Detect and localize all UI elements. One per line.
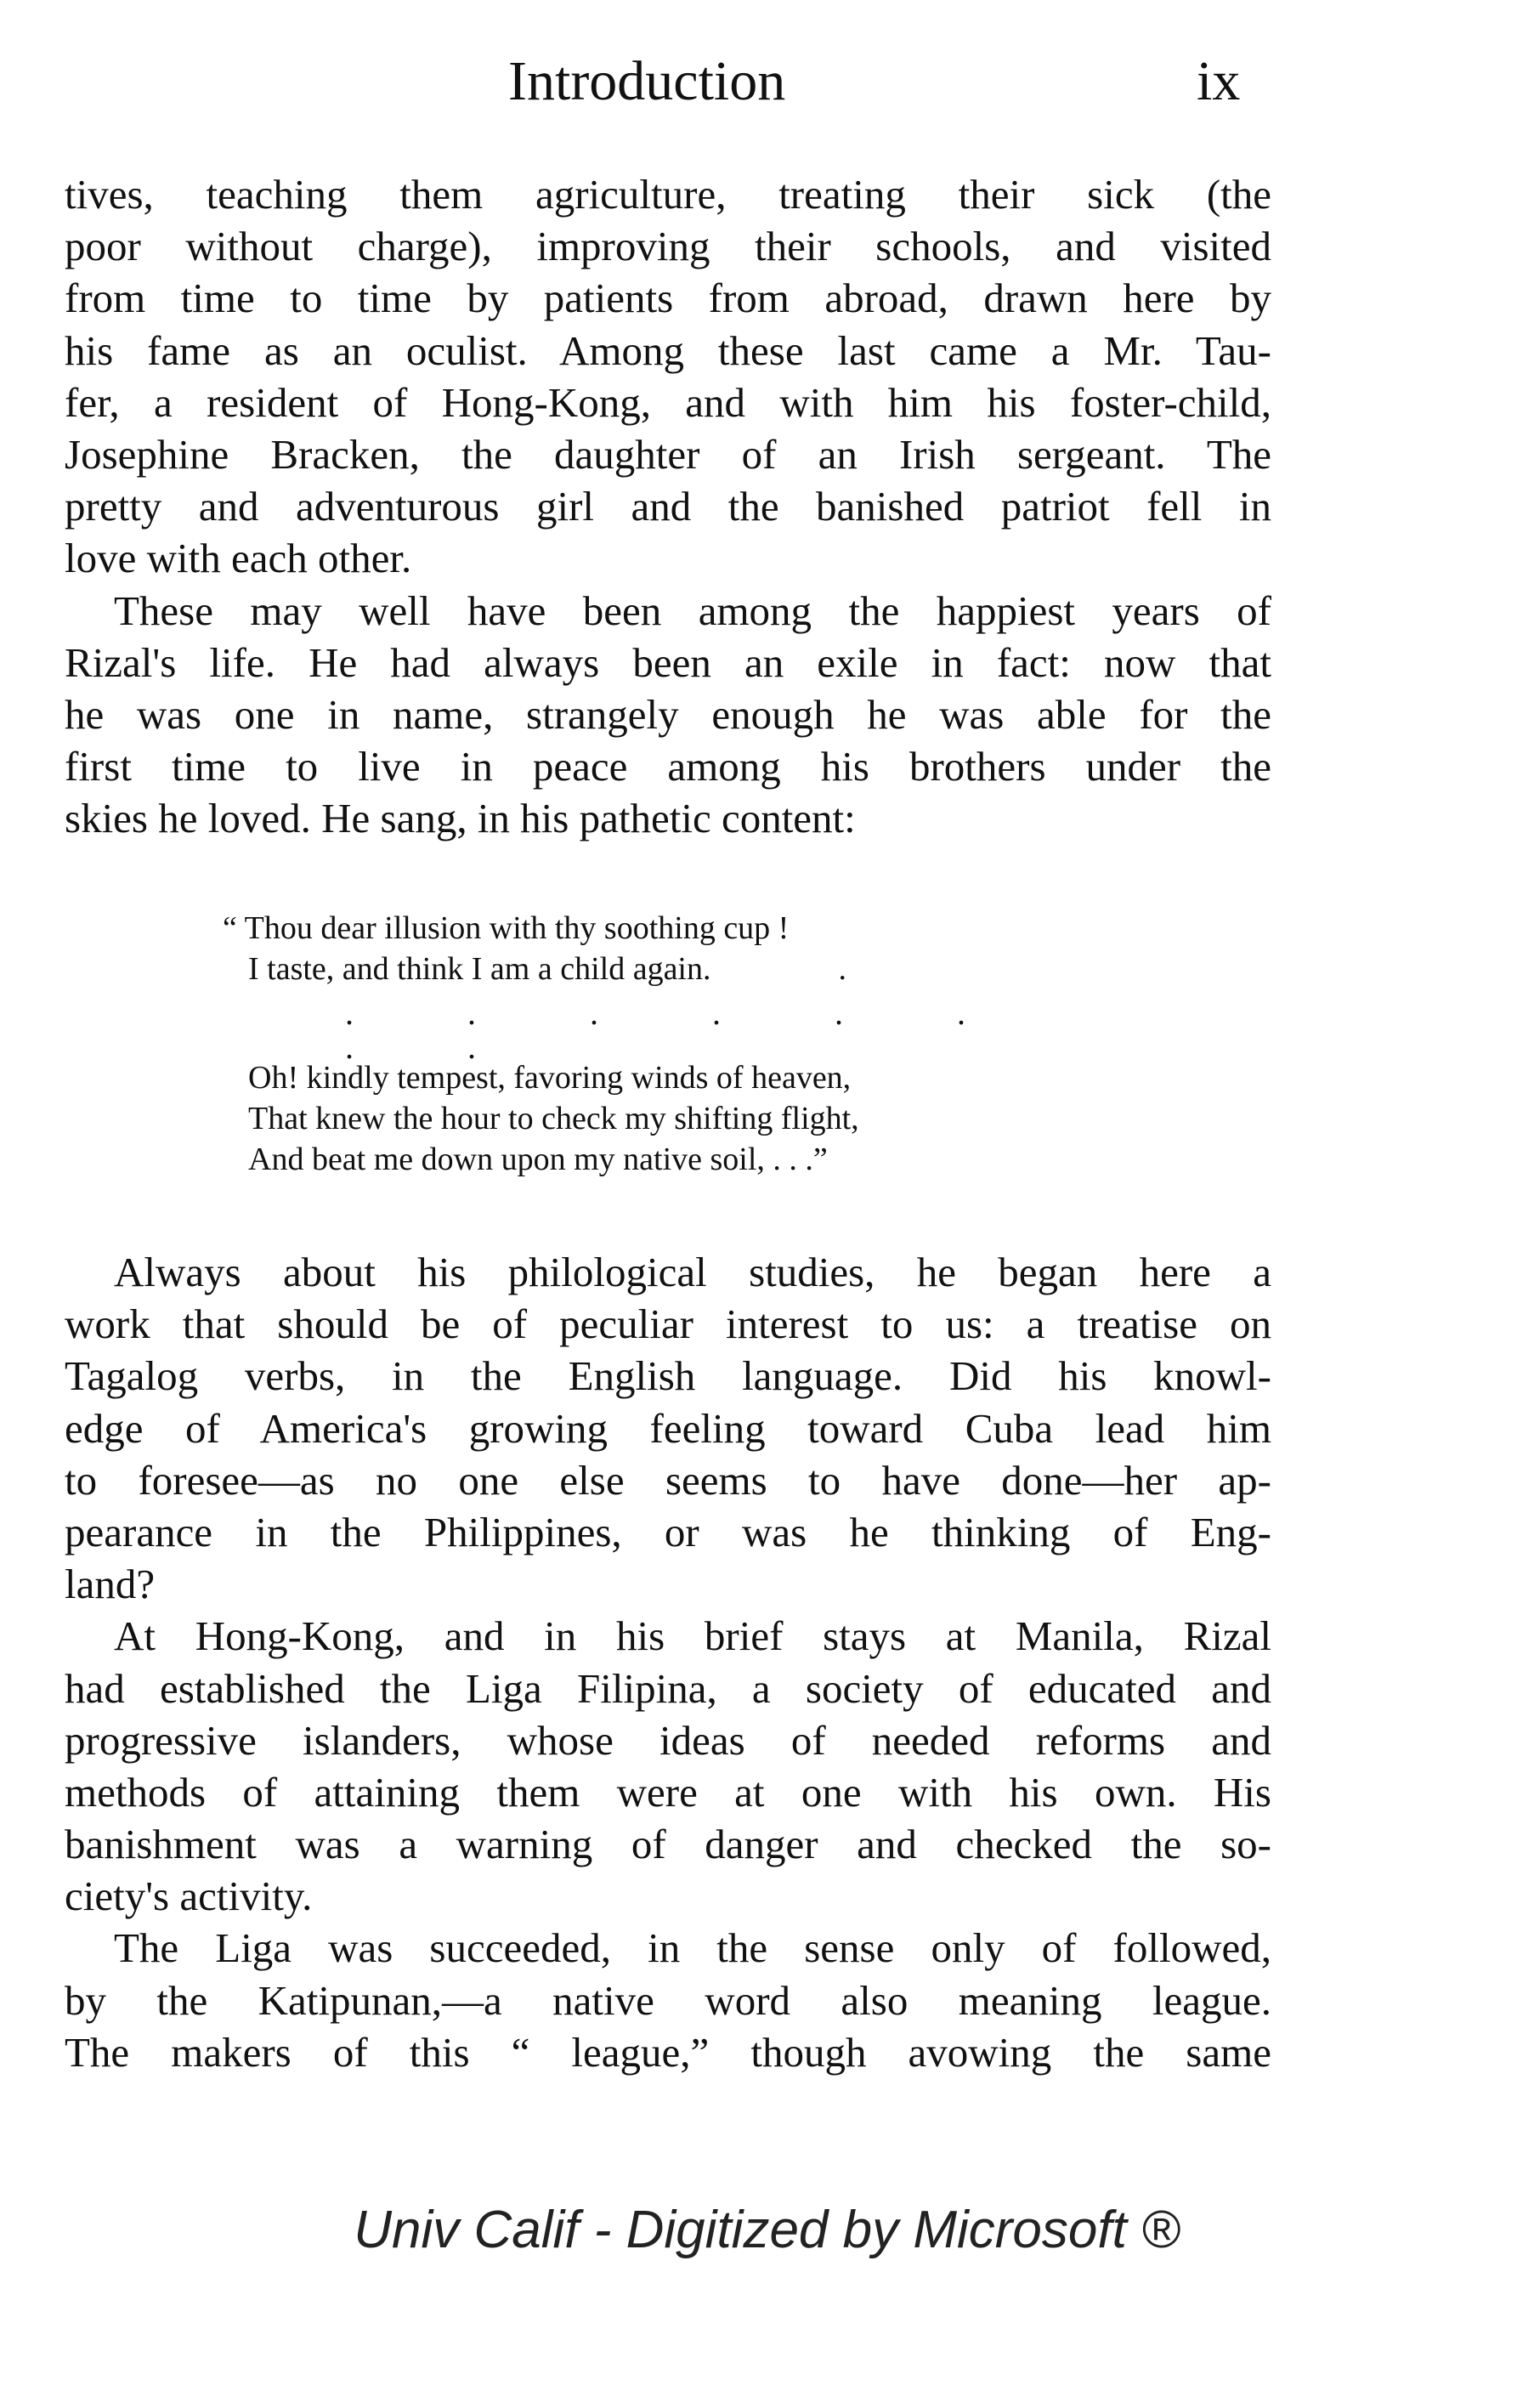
text-line: to foresee—as no one else seems to have done—her ap- <box>65 1456 1271 1504</box>
verse-quotation <box>223 908 1098 1180</box>
text-line: pearance in the Philippines, or was he thinking of Eng- <box>65 1508 1271 1555</box>
text-line: methods of attaining them were at one with his own. His <box>65 1768 1271 1816</box>
text-line: banishment was a warning of danger and checked the so- <box>65 1821 1271 1868</box>
text-line: land? <box>65 1561 156 1608</box>
chapter-title: Introduction <box>508 50 786 112</box>
text-line: Rizal's life. He had always been an exile in fact: now that <box>65 638 1271 686</box>
text-line: Josephine Bracken, the daughter of an Irish sergeant. The <box>65 430 1271 478</box>
ellipsis-row: . . . . . . . . <box>345 994 1018 1066</box>
text-line: pretty and adventurous girl and the banished patriot fell in <box>65 483 1271 530</box>
text-line: poor without charge), improving their schools, and visited <box>65 223 1271 270</box>
paragraph-block-2 <box>65 1246 1271 2078</box>
text-line: fer, a resident of Hong-Kong, and with him his foster-child, <box>65 378 1271 426</box>
verse-line-text: I taste, and think I am a child again. <box>248 951 711 987</box>
text-line: Always about his philological studies, he began here a <box>114 1249 1271 1295</box>
text-line: ciety's activity. <box>65 1873 313 1920</box>
verse-line: Oh! kindly tempest, favoring winds of heaven, <box>248 1060 852 1096</box>
text-line: At Hong-Kong, and in his brief stays at Manila, Rizal <box>114 1612 1271 1660</box>
verse-line: And beat me down upon my native soil, . . .” <box>248 1142 828 1177</box>
paragraph-block-1 <box>65 168 1271 844</box>
text-line: skies he loved. He sang, in his pathetic content: <box>65 795 856 842</box>
verse-line <box>248 949 1098 989</box>
text-line: from time to time by patients from abroad, drawn here by <box>65 275 1271 322</box>
text-line: first time to live in peace among his brothers under the <box>65 743 1271 790</box>
verse-line: “ Thou dear illusion with thy soothing cup ! <box>223 910 790 946</box>
text-line: The Liga was succeeded, in the sense only of followed, <box>114 1924 1271 1972</box>
text-line: he was one in name, strangely enough he was able for the <box>65 690 1271 738</box>
text-line: edge of America's growing feeling toward Cuba lead him <box>65 1404 1271 1452</box>
text-line: The makers of this “ league,” though avowing the same <box>65 2028 1271 2076</box>
stray-mark: . <box>838 951 846 987</box>
text-line: his fame as an oculist. Among these last came a Mr. Tau- <box>65 326 1271 374</box>
text-line: work that should be of peculiar interest to us: a treatise on <box>65 1300 1271 1348</box>
text-line: These may well have been among the happiest years of <box>114 586 1271 634</box>
text-line: progressive islanders, whose ideas of needed reforms and <box>65 1716 1271 1764</box>
text-line: love with each other. <box>65 535 412 582</box>
text-line: Tagalog verbs, in the English language. Did his knowl- <box>65 1352 1271 1400</box>
text-line: had established the Liga Filipina, a society of educated and <box>65 1664 1271 1712</box>
verse-line: That knew the hour to check my shifting flight, <box>248 1101 859 1136</box>
digitization-watermark: Univ Calif - Digitized by Microsoft ® <box>354 2201 1180 2259</box>
page-number: ix <box>1197 50 1241 112</box>
text-line: by the Katipunan,—a native word also meaning league. <box>65 1976 1271 2024</box>
running-head <box>0 48 1534 116</box>
text-line: tives, teaching them agriculture, treating their sick (the <box>65 171 1271 218</box>
